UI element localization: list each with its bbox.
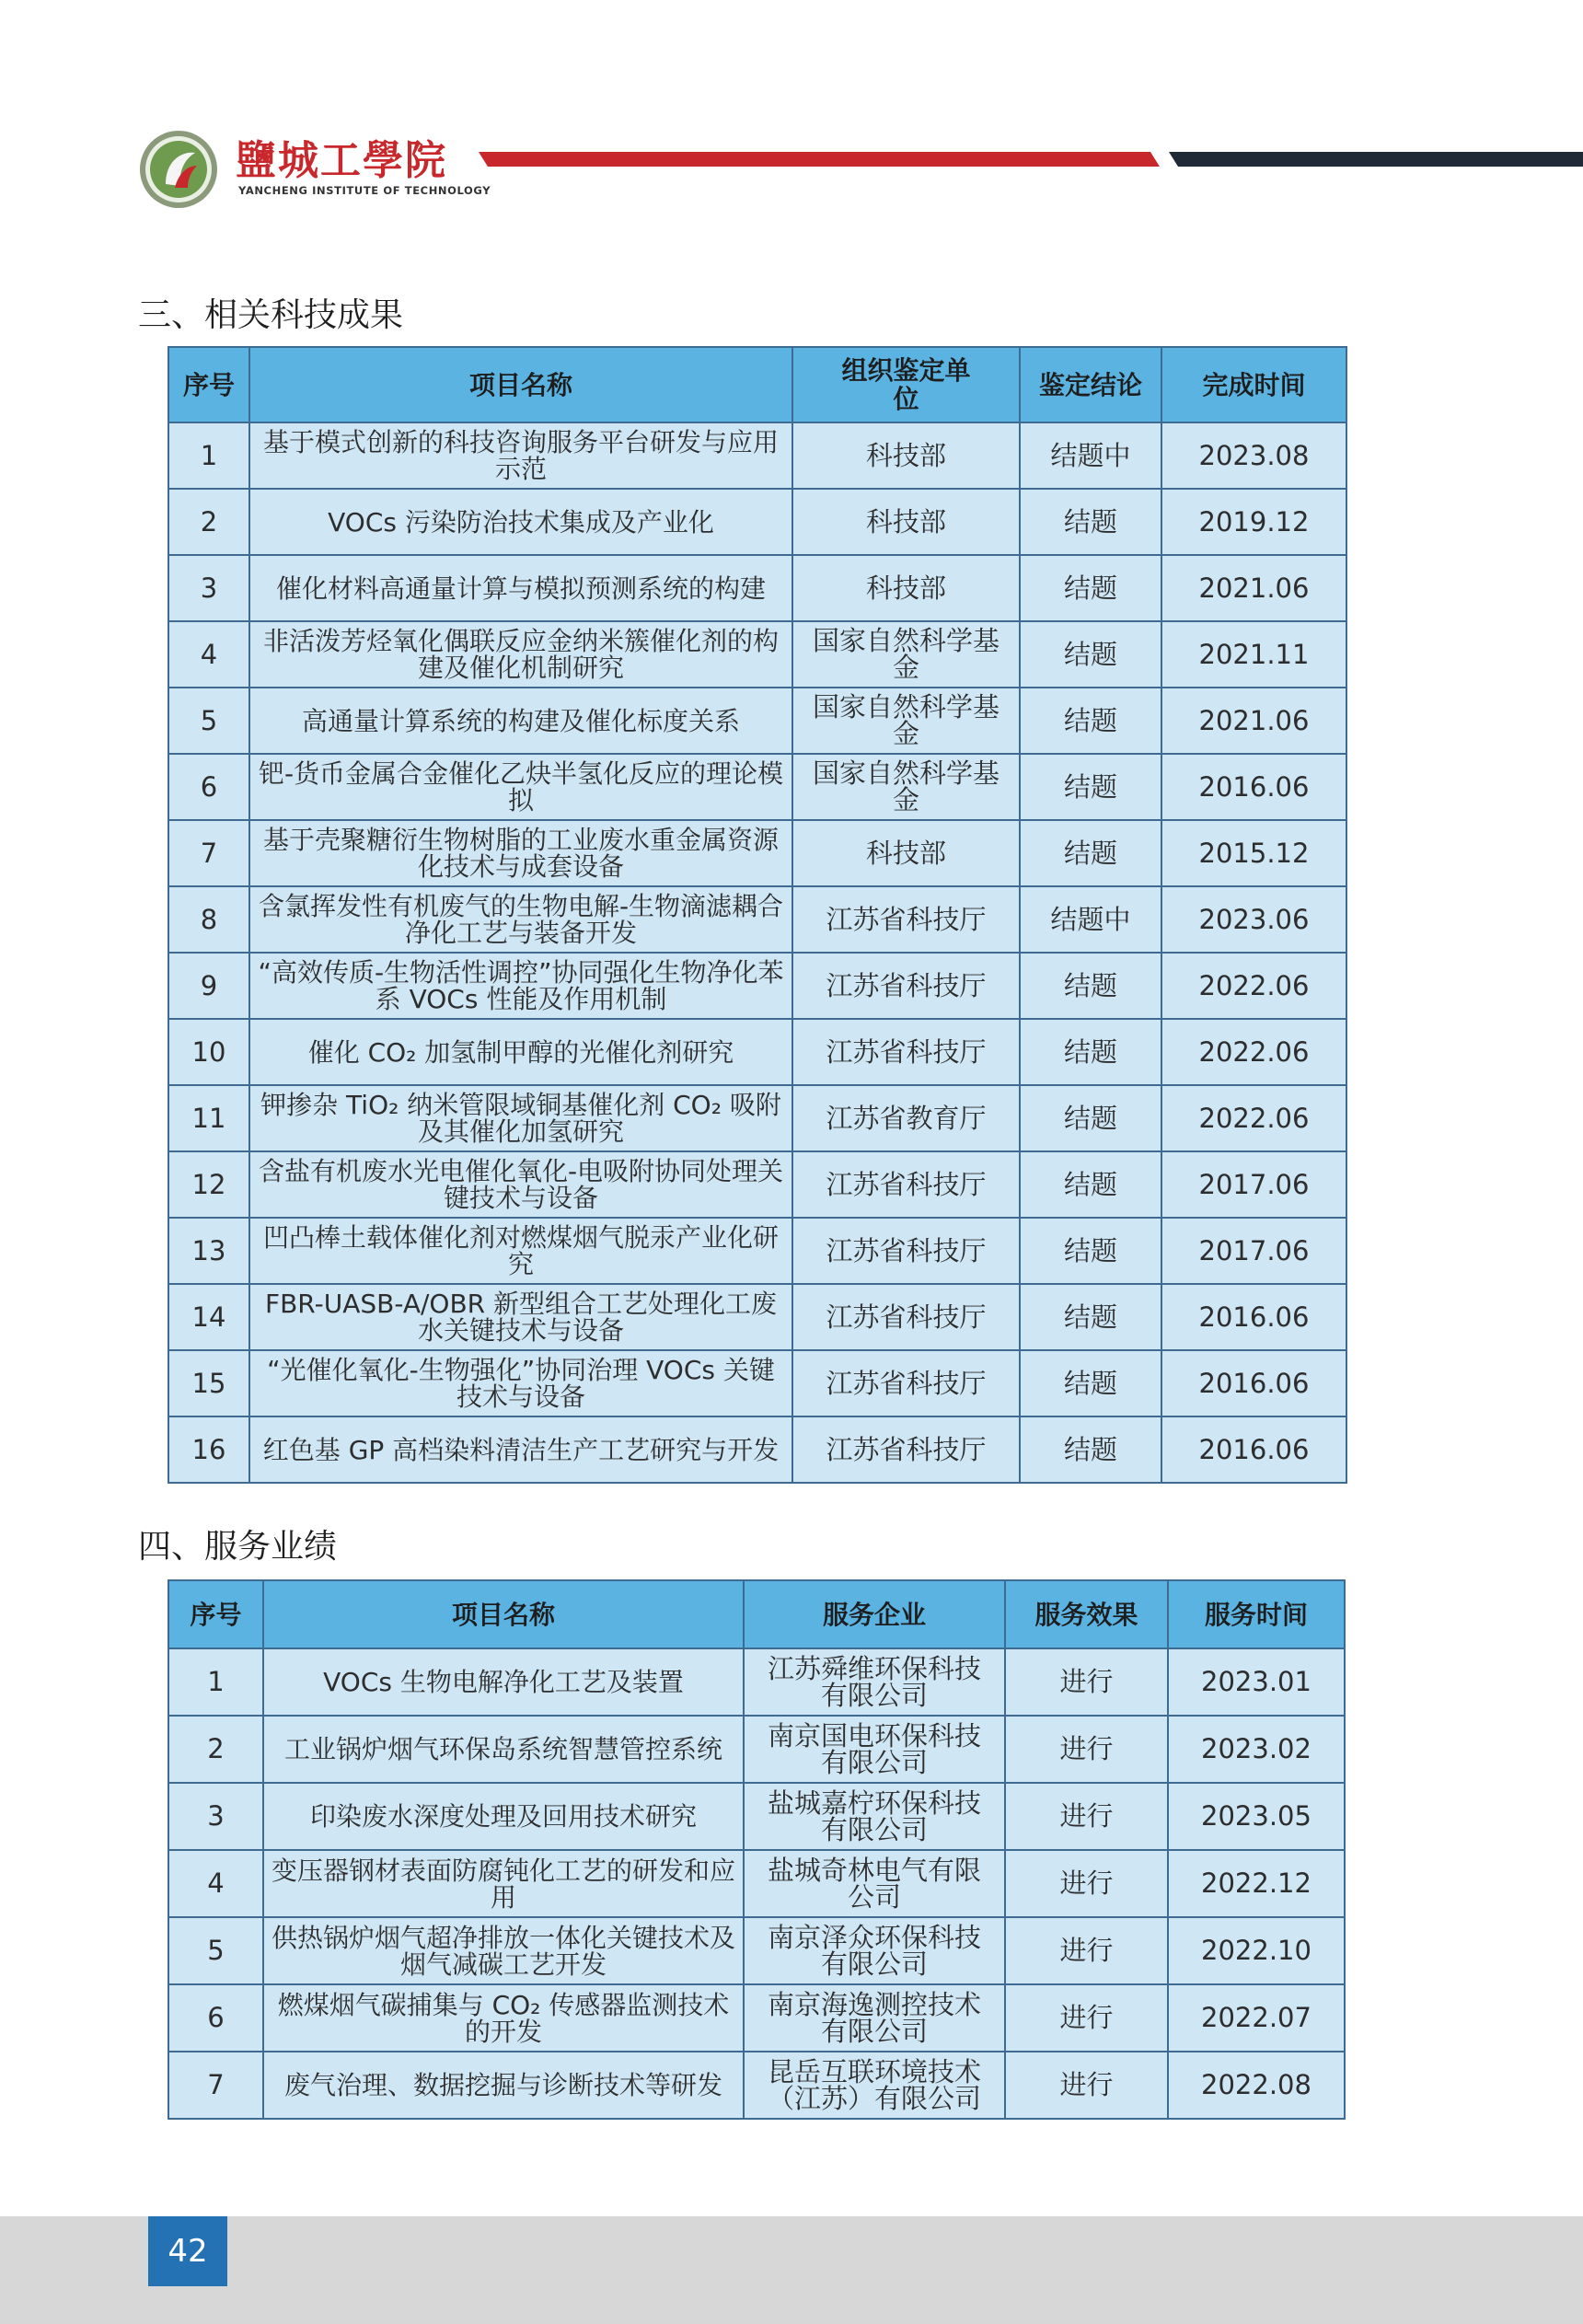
cell-result: 结题 bbox=[1020, 1350, 1161, 1416]
cell-no: 3 bbox=[168, 1783, 263, 1850]
column-header: 项目名称 bbox=[263, 1580, 744, 1648]
footer-band bbox=[0, 2216, 1583, 2324]
table-row bbox=[168, 1648, 1345, 1716]
column-header: 服务时间 bbox=[1168, 1580, 1345, 1648]
table-row bbox=[168, 1151, 1346, 1218]
cell-name: 催化 CO₂ 加氢制甲醇的光催化剂研究 bbox=[249, 1019, 792, 1085]
cell-name: 催化材料高通量计算与模拟预测系统的构建 bbox=[249, 555, 792, 621]
table-row bbox=[168, 1019, 1346, 1085]
table-row bbox=[168, 1984, 1345, 2052]
cell-org: 江苏省科技厅 bbox=[792, 1350, 1020, 1416]
cell-result: 结题 bbox=[1020, 1085, 1161, 1151]
cell-no: 2 bbox=[168, 489, 249, 555]
cell-time: 2021.06 bbox=[1161, 688, 1346, 754]
cell-no: 3 bbox=[168, 555, 249, 621]
table-row bbox=[168, 886, 1346, 953]
cell-org: 江苏省科技厅 bbox=[792, 1218, 1020, 1284]
cell-result: 结题中 bbox=[1020, 886, 1161, 953]
table-row bbox=[168, 1085, 1346, 1151]
cell-time: 2022.10 bbox=[1168, 1917, 1345, 1984]
cell-no: 5 bbox=[168, 1917, 263, 1984]
cell-name: 钯-货币金属合金催化乙炔半氢化反应的理论模拟 bbox=[249, 754, 792, 820]
cell-result: 结题 bbox=[1020, 555, 1161, 621]
cell-time: 2022.06 bbox=[1161, 953, 1346, 1019]
cell-time: 2016.06 bbox=[1161, 754, 1346, 820]
cell-effect: 进行 bbox=[1005, 1850, 1168, 1917]
column-header: 鉴定结论 bbox=[1020, 347, 1161, 422]
column-header: 组织鉴定单位 bbox=[792, 347, 1020, 422]
column-header: 服务效果 bbox=[1005, 1580, 1168, 1648]
cell-org: 国家自然科学基金 bbox=[792, 621, 1020, 688]
cell-company: 盐城奇林电气有限公司 bbox=[744, 1850, 1005, 1917]
cell-result: 结题 bbox=[1020, 688, 1161, 754]
cell-no: 5 bbox=[168, 688, 249, 754]
cell-time: 2017.06 bbox=[1161, 1218, 1346, 1284]
cell-no: 7 bbox=[168, 820, 249, 886]
cell-name: “光催化氧化-生物强化”协同治理 VOCs 关键技术与设备 bbox=[249, 1350, 792, 1416]
cell-no: 10 bbox=[168, 1019, 249, 1085]
cell-org: 江苏省科技厅 bbox=[792, 1151, 1020, 1218]
cell-no: 8 bbox=[168, 886, 249, 953]
cell-no: 4 bbox=[168, 621, 249, 688]
cell-org: 江苏省科技厅 bbox=[792, 886, 1020, 953]
column-header: 完成时间 bbox=[1161, 347, 1346, 422]
table-row bbox=[168, 1850, 1345, 1917]
cell-org: 国家自然科学基金 bbox=[792, 754, 1020, 820]
table-row bbox=[168, 422, 1346, 489]
table-row bbox=[168, 953, 1346, 1019]
cell-effect: 进行 bbox=[1005, 1917, 1168, 1984]
cell-name: 变压器钢材表面防腐钝化工艺的研发和应用 bbox=[263, 1850, 744, 1917]
table-header-row bbox=[168, 1580, 1345, 1648]
cell-org: 江苏省科技厅 bbox=[792, 1019, 1020, 1085]
cell-time: 2015.12 bbox=[1161, 820, 1346, 886]
cell-name: 基于壳聚糖衍生物树脂的工业废水重金属资源化技术与成套设备 bbox=[249, 820, 792, 886]
cell-time: 2022.08 bbox=[1168, 2052, 1345, 2119]
table-row bbox=[168, 555, 1346, 621]
cell-name: VOCs 生物电解净化工艺及装置 bbox=[263, 1648, 744, 1716]
cell-company: 南京国电环保科技有限公司 bbox=[744, 1716, 1005, 1783]
table-row bbox=[168, 1783, 1345, 1850]
cell-effect: 进行 bbox=[1005, 1648, 1168, 1716]
table-row bbox=[168, 1284, 1346, 1350]
cell-time: 2021.11 bbox=[1161, 621, 1346, 688]
cell-company: 南京海逸测控技术有限公司 bbox=[744, 1984, 1005, 2052]
cell-time: 2023.06 bbox=[1161, 886, 1346, 953]
cell-name: 红色基 GP 高档染料清洁生产工艺研究与开发 bbox=[249, 1416, 792, 1483]
cell-company: 昆岳互联环境技术（江苏）有限公司 bbox=[744, 2052, 1005, 2119]
cell-no: 11 bbox=[168, 1085, 249, 1151]
table-row bbox=[168, 688, 1346, 754]
cell-result: 结题 bbox=[1020, 1151, 1161, 1218]
column-header: 序号 bbox=[168, 1580, 263, 1648]
cell-name: 基于模式创新的科技咨询服务平台研发与应用示范 bbox=[249, 422, 792, 489]
page-header bbox=[0, 0, 1583, 239]
table-row bbox=[168, 2052, 1345, 2119]
cell-company: 江苏舜维环保科技有限公司 bbox=[744, 1648, 1005, 1716]
cell-org: 科技部 bbox=[792, 820, 1020, 886]
cell-no: 6 bbox=[168, 1984, 263, 2052]
cell-name: 供热锅炉烟气超净排放一体化关键技术及烟气减碳工艺开发 bbox=[263, 1917, 744, 1984]
cell-org: 江苏省科技厅 bbox=[792, 953, 1020, 1019]
services-table bbox=[168, 1579, 1346, 2120]
cell-result: 结题 bbox=[1020, 1019, 1161, 1085]
table-row bbox=[168, 1917, 1345, 1984]
cell-no: 13 bbox=[168, 1218, 249, 1284]
table-row bbox=[168, 489, 1346, 555]
table-row bbox=[168, 621, 1346, 688]
section-title-achievements: 三、相关科技成果 bbox=[138, 296, 404, 334]
table-row bbox=[168, 820, 1346, 886]
table-row bbox=[168, 754, 1346, 820]
cell-no: 1 bbox=[168, 422, 249, 489]
table-row bbox=[168, 1350, 1346, 1416]
column-header: 序号 bbox=[168, 347, 249, 422]
cell-no: 1 bbox=[168, 1648, 263, 1716]
school-name: 鹽城工學院 bbox=[236, 137, 447, 184]
cell-result: 结题 bbox=[1020, 621, 1161, 688]
cell-company: 南京泽众环保科技有限公司 bbox=[744, 1917, 1005, 1984]
page-number: 42 bbox=[148, 2216, 227, 2286]
cell-time: 2017.06 bbox=[1161, 1151, 1346, 1218]
cell-no: 9 bbox=[168, 953, 249, 1019]
cell-effect: 进行 bbox=[1005, 1984, 1168, 2052]
cell-no: 6 bbox=[168, 754, 249, 820]
cell-time: 2016.06 bbox=[1161, 1284, 1346, 1350]
achievements-table bbox=[168, 346, 1347, 1484]
header-stripes bbox=[479, 149, 1583, 169]
cell-time: 2023.02 bbox=[1168, 1716, 1345, 1783]
cell-time: 2023.08 bbox=[1161, 422, 1346, 489]
cell-name: 含氯挥发性有机废气的生物电解-生物滴滤耦合净化工艺与装备开发 bbox=[249, 886, 792, 953]
cell-name: 钾掺杂 TiO₂ 纳米管限域铜基催化剂 CO₂ 吸附及其催化加氢研究 bbox=[249, 1085, 792, 1151]
cell-org: 科技部 bbox=[792, 422, 1020, 489]
table-header-row bbox=[168, 347, 1346, 422]
table-row bbox=[168, 1416, 1346, 1483]
cell-result: 结题 bbox=[1020, 820, 1161, 886]
cell-result: 结题 bbox=[1020, 953, 1161, 1019]
cell-time: 2016.06 bbox=[1161, 1350, 1346, 1416]
cell-name: 废气治理、数据挖掘与诊断技术等研发 bbox=[263, 2052, 744, 2119]
cell-org: 江苏省教育厅 bbox=[792, 1085, 1020, 1151]
cell-no: 4 bbox=[168, 1850, 263, 1917]
cell-no: 12 bbox=[168, 1151, 249, 1218]
cell-name: 含盐有机废水光电催化氧化-电吸附协同处理关键技术与设备 bbox=[249, 1151, 792, 1218]
cell-no: 14 bbox=[168, 1284, 249, 1350]
cell-time: 2023.01 bbox=[1168, 1648, 1345, 1716]
column-header: 服务企业 bbox=[744, 1580, 1005, 1648]
cell-effect: 进行 bbox=[1005, 1716, 1168, 1783]
cell-name: “高效传质-生物活性调控”协同强化生物净化苯系 VOCs 性能及作用机制 bbox=[249, 953, 792, 1019]
cell-name: 非活泼芳烃氧化偶联反应金纳米簇催化剂的构建及催化机制研究 bbox=[249, 621, 792, 688]
cell-effect: 进行 bbox=[1005, 2052, 1168, 2119]
cell-name: VOCs 污染防治技术集成及产业化 bbox=[249, 489, 792, 555]
cell-name: 工业锅炉烟气环保岛系统智慧管控系统 bbox=[263, 1716, 744, 1783]
school-emblem-icon bbox=[138, 129, 219, 210]
column-header: 项目名称 bbox=[249, 347, 792, 422]
cell-time: 2022.06 bbox=[1161, 1085, 1346, 1151]
cell-company: 盐城嘉柠环保科技有限公司 bbox=[744, 1783, 1005, 1850]
cell-org: 江苏省科技厅 bbox=[792, 1416, 1020, 1483]
cell-result: 结题 bbox=[1020, 1284, 1161, 1350]
cell-org: 科技部 bbox=[792, 489, 1020, 555]
cell-name: 高通量计算系统的构建及催化标度关系 bbox=[249, 688, 792, 754]
cell-no: 16 bbox=[168, 1416, 249, 1483]
table-row bbox=[168, 1716, 1345, 1783]
cell-org: 江苏省科技厅 bbox=[792, 1284, 1020, 1350]
cell-org: 科技部 bbox=[792, 555, 1020, 621]
cell-result: 结题 bbox=[1020, 1218, 1161, 1284]
cell-time: 2016.06 bbox=[1161, 1416, 1346, 1483]
cell-result: 结题中 bbox=[1020, 422, 1161, 489]
cell-name: FBR-UASB-A/OBR 新型组合工艺处理化工废水关键技术与设备 bbox=[249, 1284, 792, 1350]
school-name-en: YANCHENG INSTITUTE OF TECHNOLOGY bbox=[238, 184, 491, 197]
cell-time: 2022.12 bbox=[1168, 1850, 1345, 1917]
section-title-services: 四、服务业绩 bbox=[138, 1528, 338, 1566]
cell-time: 2019.12 bbox=[1161, 489, 1346, 555]
cell-name: 凹凸棒土载体催化剂对燃煤烟气脱汞产业化研究 bbox=[249, 1218, 792, 1284]
cell-time: 2022.06 bbox=[1161, 1019, 1346, 1085]
cell-result: 结题 bbox=[1020, 1416, 1161, 1483]
cell-time: 2022.07 bbox=[1168, 1984, 1345, 2052]
cell-name: 印染废水深度处理及回用技术研究 bbox=[263, 1783, 744, 1850]
cell-time: 2023.05 bbox=[1168, 1783, 1345, 1850]
cell-result: 结题 bbox=[1020, 754, 1161, 820]
cell-no: 15 bbox=[168, 1350, 249, 1416]
cell-time: 2021.06 bbox=[1161, 555, 1346, 621]
table-row bbox=[168, 1218, 1346, 1284]
cell-result: 结题 bbox=[1020, 489, 1161, 555]
cell-name: 燃煤烟气碳捕集与 CO₂ 传感器监测技术的开发 bbox=[263, 1984, 744, 2052]
cell-org: 国家自然科学基金 bbox=[792, 688, 1020, 754]
cell-effect: 进行 bbox=[1005, 1783, 1168, 1850]
cell-no: 7 bbox=[168, 2052, 263, 2119]
cell-no: 2 bbox=[168, 1716, 263, 1783]
